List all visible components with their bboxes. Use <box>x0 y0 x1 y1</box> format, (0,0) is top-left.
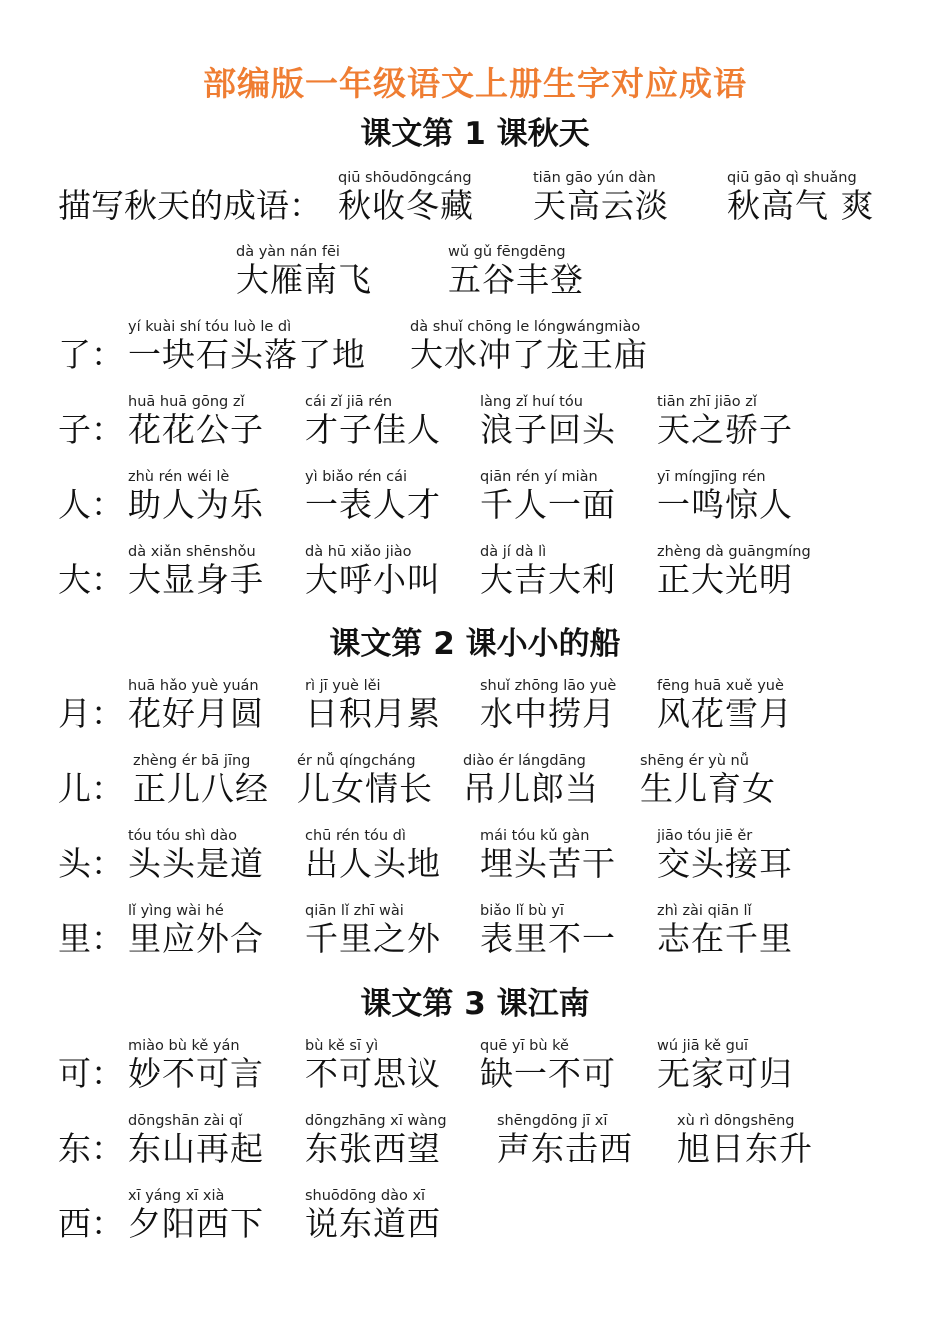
idiom-pinyin: dà shuǐ chōng le lóngwángmiào <box>410 319 641 335</box>
idiom-text: 天之骄子 <box>657 410 793 449</box>
idiom-pinyin: zhèng dà guāngmíng <box>657 544 811 560</box>
idiom-pinyin: biǎo lǐ bù yī <box>480 903 564 919</box>
idiom-text: 声东击西 <box>497 1129 633 1168</box>
idiom-pinyin: bù kě sī yì <box>305 1038 379 1054</box>
idiom-text: 千人一面 <box>480 485 616 524</box>
idiom-pinyin: làng zǐ huí tóu <box>480 394 583 410</box>
idiom-row <box>0 753 950 828</box>
idiom-pinyin: fēng huā xuě yuè <box>657 678 784 694</box>
row-label: 东： <box>58 1129 124 1168</box>
row-label: 了： <box>58 335 124 374</box>
idiom-pinyin: yì biǎo rén cái <box>305 469 408 485</box>
idiom-pinyin: diào ér lángdāng <box>463 753 586 769</box>
idiom-row <box>0 544 950 619</box>
idiom-text: 正儿八经 <box>133 769 269 808</box>
idiom-text: 大显身手 <box>128 560 264 599</box>
idiom-pinyin: lǐ yìng wài hé <box>128 903 224 919</box>
idiom-pinyin: xī yáng xī xià <box>128 1188 225 1204</box>
idiom-pinyin: qiān lǐ zhī wài <box>305 903 404 919</box>
idiom-text: 表里不一 <box>480 919 616 958</box>
idiom-row <box>0 319 950 394</box>
idiom-text: 头头是道 <box>128 844 264 883</box>
idiom-text: 夕阳西下 <box>128 1204 264 1243</box>
idiom-pinyin: wú jiā kě guī <box>657 1038 749 1054</box>
section-heading: 课文第 3 课江南 <box>360 986 590 1022</box>
row-label: 月： <box>58 694 124 733</box>
idiom-text: 五谷丰登 <box>448 260 584 299</box>
idiom-pinyin: yī míngjīng rén <box>657 469 766 485</box>
idiom-text: 花花公子 <box>128 410 264 449</box>
idiom-pinyin: dōngzhāng xī wàng <box>305 1113 447 1129</box>
idiom-pinyin: xù rì dōngshēng <box>677 1113 795 1129</box>
idiom-row <box>0 1188 950 1263</box>
idiom-text: 埋头苦干 <box>480 844 616 883</box>
row-label: 里： <box>58 919 124 958</box>
idiom-pinyin: tiān zhī jiāo zǐ <box>657 394 757 410</box>
idiom-text: 大水冲了龙王庙 <box>410 335 648 374</box>
idiom-pinyin: zhì zài qiān lǐ <box>657 903 752 919</box>
idiom-row <box>0 170 950 245</box>
idiom-pinyin: jiāo tóu jiē ěr <box>657 828 753 844</box>
idiom-pinyin: huā hǎo yuè yuán <box>128 678 259 694</box>
idiom-row <box>0 394 950 469</box>
idiom-pinyin: shuōdōng dào xī <box>305 1188 426 1204</box>
idiom-pinyin: wǔ gǔ fēngdēng <box>448 244 566 260</box>
row-label: 头： <box>58 844 124 883</box>
page-title: 部编版一年级语文上册生字对应成语 <box>203 64 747 103</box>
idiom-text: 一鸣惊人 <box>657 485 793 524</box>
idiom-text: 水中捞月 <box>480 694 616 733</box>
idiom-text: 吊儿郎当 <box>463 769 599 808</box>
idiom-text: 秋高气 爽 <box>727 186 875 225</box>
idiom-row <box>0 1038 950 1113</box>
idiom-text: 大吉大利 <box>480 560 616 599</box>
idiom-text: 缺一不可 <box>480 1054 616 1093</box>
idiom-text: 浪子回头 <box>480 410 616 449</box>
idiom-pinyin: dà jí dà lì <box>480 544 547 560</box>
idiom-text: 正大光明 <box>657 560 793 599</box>
idiom-text: 说东道西 <box>305 1204 441 1243</box>
idiom-pinyin: yí kuài shí tóu luò le dì <box>128 319 292 335</box>
idiom-text: 秋收冬藏 <box>338 186 474 225</box>
idiom-text: 日积月累 <box>305 694 441 733</box>
idiom-text: 出人头地 <box>305 844 441 883</box>
row-label: 人： <box>58 485 124 524</box>
idiom-pinyin: miào bù kě yán <box>128 1038 240 1054</box>
idiom-pinyin: ér nǚ qíngcháng <box>297 753 416 769</box>
idiom-row <box>0 678 950 753</box>
row-label: 儿： <box>58 769 124 808</box>
idiom-text: 不可思议 <box>305 1054 441 1093</box>
section-heading: 课文第 2 课小小的船 <box>329 626 621 662</box>
row-label: 描写秋天的成语： <box>58 186 322 225</box>
idiom-row <box>0 244 950 319</box>
idiom-pinyin: tiān gāo yún dàn <box>533 170 656 186</box>
idiom-pinyin: tóu tóu shì dào <box>128 828 238 844</box>
idiom-text: 才子佳人 <box>305 410 441 449</box>
idiom-row <box>0 1113 950 1188</box>
idiom-text: 儿女情长 <box>297 769 433 808</box>
idiom-pinyin: dà yàn nán fēi <box>236 244 340 260</box>
row-label: 子： <box>58 410 124 449</box>
idiom-pinyin: zhèng ér bā jīng <box>133 753 251 769</box>
idiom-text: 千里之外 <box>305 919 441 958</box>
idiom-text: 志在千里 <box>657 919 793 958</box>
idiom-pinyin: shēngdōng jī xī <box>497 1113 608 1129</box>
idiom-text: 一块石头落了地 <box>128 335 366 374</box>
section-heading: 课文第 1 课秋天 <box>360 116 590 152</box>
idiom-pinyin: dà hū xiǎo jiào <box>305 544 412 560</box>
idiom-pinyin: shuǐ zhōng lāo yuè <box>480 678 617 694</box>
idiom-pinyin: zhù rén wéi lè <box>128 469 230 485</box>
idiom-text: 一表人才 <box>305 485 441 524</box>
idiom-pinyin: qiū gāo qì shuǎng <box>727 170 857 186</box>
idiom-pinyin: dà xiǎn shēnshǒu <box>128 544 256 560</box>
idiom-pinyin: mái tóu kǔ gàn <box>480 828 590 844</box>
idiom-row <box>0 469 950 544</box>
idiom-text: 大雁南飞 <box>236 260 372 299</box>
idiom-pinyin: chū rén tóu dì <box>305 828 406 844</box>
idiom-text: 妙不可言 <box>128 1054 264 1093</box>
idiom-pinyin: qiān rén yí miàn <box>480 469 598 485</box>
idiom-text: 东张西望 <box>305 1129 441 1168</box>
idiom-text: 天高云淡 <box>533 186 669 225</box>
idiom-text: 东山再起 <box>128 1129 264 1168</box>
idiom-pinyin: quē yī bù kě <box>480 1038 569 1054</box>
idiom-text: 助人为乐 <box>128 485 264 524</box>
idiom-pinyin: cái zǐ jiā rén <box>305 394 393 410</box>
row-label: 西： <box>58 1204 124 1243</box>
row-label: 大： <box>58 560 124 599</box>
idiom-text: 交头接耳 <box>657 844 793 883</box>
idiom-pinyin: rì jī yuè lěi <box>305 678 381 694</box>
idiom-text: 大呼小叫 <box>305 560 441 599</box>
idiom-pinyin: dōngshān zài qǐ <box>128 1113 243 1129</box>
idiom-text: 风花雪月 <box>657 694 793 733</box>
idiom-row <box>0 828 950 903</box>
idiom-text: 花好月圆 <box>128 694 264 733</box>
idiom-text: 生儿育女 <box>640 769 776 808</box>
idiom-row <box>0 903 950 978</box>
idiom-text: 旭日东升 <box>677 1129 813 1168</box>
idiom-text: 里应外合 <box>128 919 264 958</box>
idiom-pinyin: qiū shōudōngcáng <box>338 170 472 186</box>
idiom-text: 无家可归 <box>657 1054 793 1093</box>
idiom-pinyin: shēng ér yù nǚ <box>640 753 749 769</box>
idiom-pinyin: huā huā gōng zǐ <box>128 394 245 410</box>
row-label: 可： <box>58 1054 124 1093</box>
